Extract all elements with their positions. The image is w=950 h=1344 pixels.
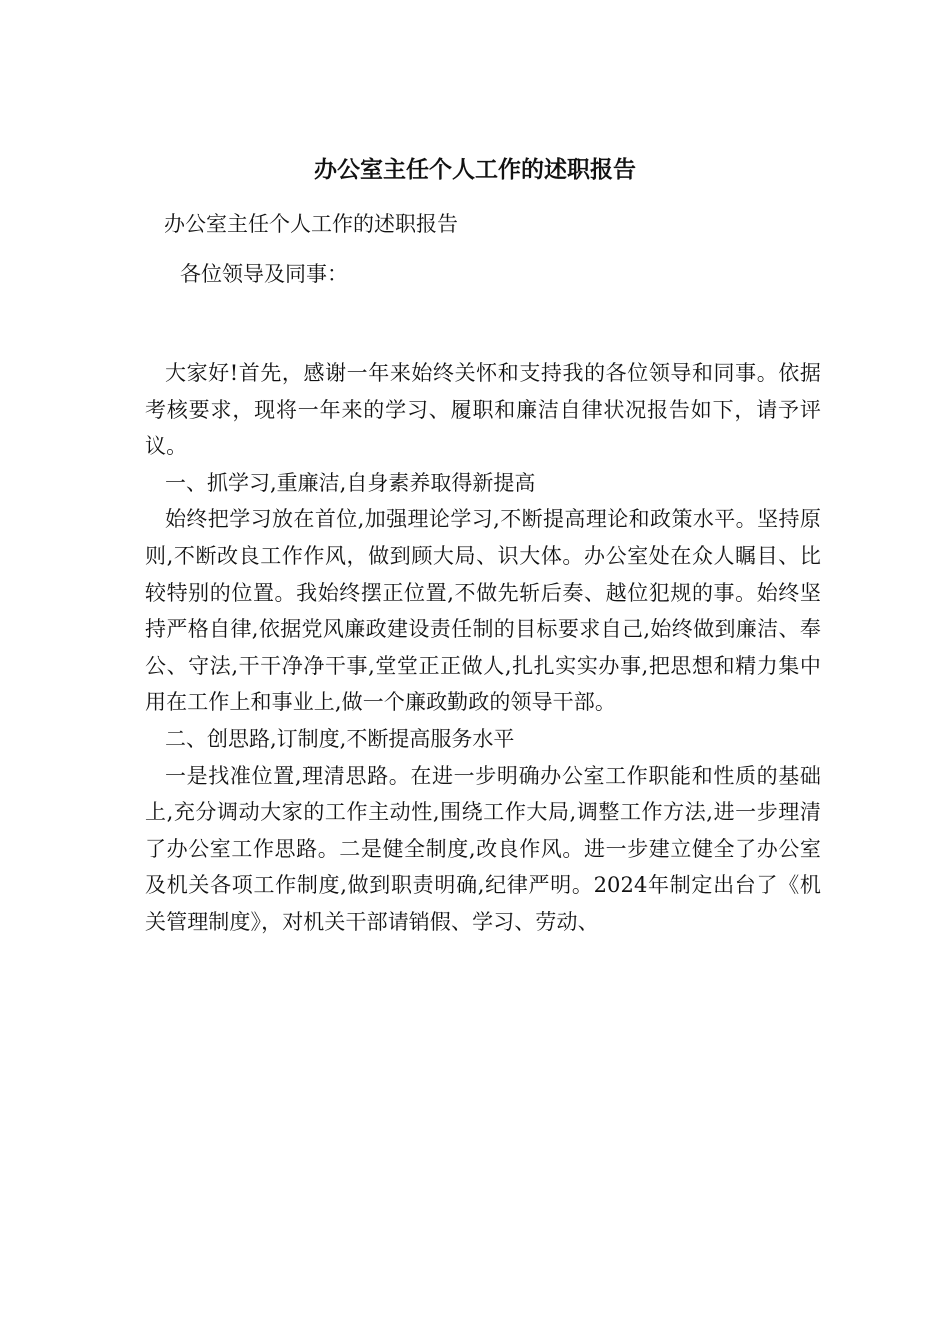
paragraph-section-1: 始终把学习放在首位,加强理论学习,不断提高理论和政策水平。坚持原则,不断改良工作作风，做到顾大局、识大体。办公室处在众人瞩目、比较特别的位置。我始终摆正位置,不做先斩后奏、越位犯规的事。始终坚持严格自律,依据党风廉政建设责任制的目标要求自己,始终做到廉洁、奉公、守法,干干净净干事,堂堂正正做人,扎扎实实办事,把思想和精力集中用在工作上和事业上,做一个廉政勤政的领导干部。 bbox=[145, 507, 821, 715]
document-subtitle: 办公室主任个人工作的述职报告 bbox=[164, 212, 458, 236]
document-title: 办公室主任个人工作的述职报告 bbox=[314, 156, 636, 183]
greeting: 各位领导及同事： bbox=[180, 262, 348, 286]
section-heading-1: 一、抓学习,重廉洁,自身素养取得新提高 bbox=[165, 470, 536, 495]
paragraph-opening: 大家好!首先，感谢一年来始终关怀和支持我的各位领导和同事。依据考核要求，现将一年来的学习、履职和廉洁自律状况报告如下，请予评议。 bbox=[145, 361, 821, 459]
document-body bbox=[145, 355, 821, 941]
paragraph-section-2: 一是找准位置,理清思路。在进一步明确办公室工作职能和性质的基础上,充分调动大家的工作主动性,围绕工作大局,调整工作方法,进一步理清了办公室工作思路。二是健全制度,改良作风。进一步建立健全了办公室及机关各项工作制度,做到职责明确,纪律严明。2024年制定出台了《机关管理制度》，对机关干部请销假、学习、劳动、 bbox=[145, 763, 821, 934]
section-heading-2: 二、创思路,订制度,不断提高服务水平 bbox=[165, 726, 515, 751]
